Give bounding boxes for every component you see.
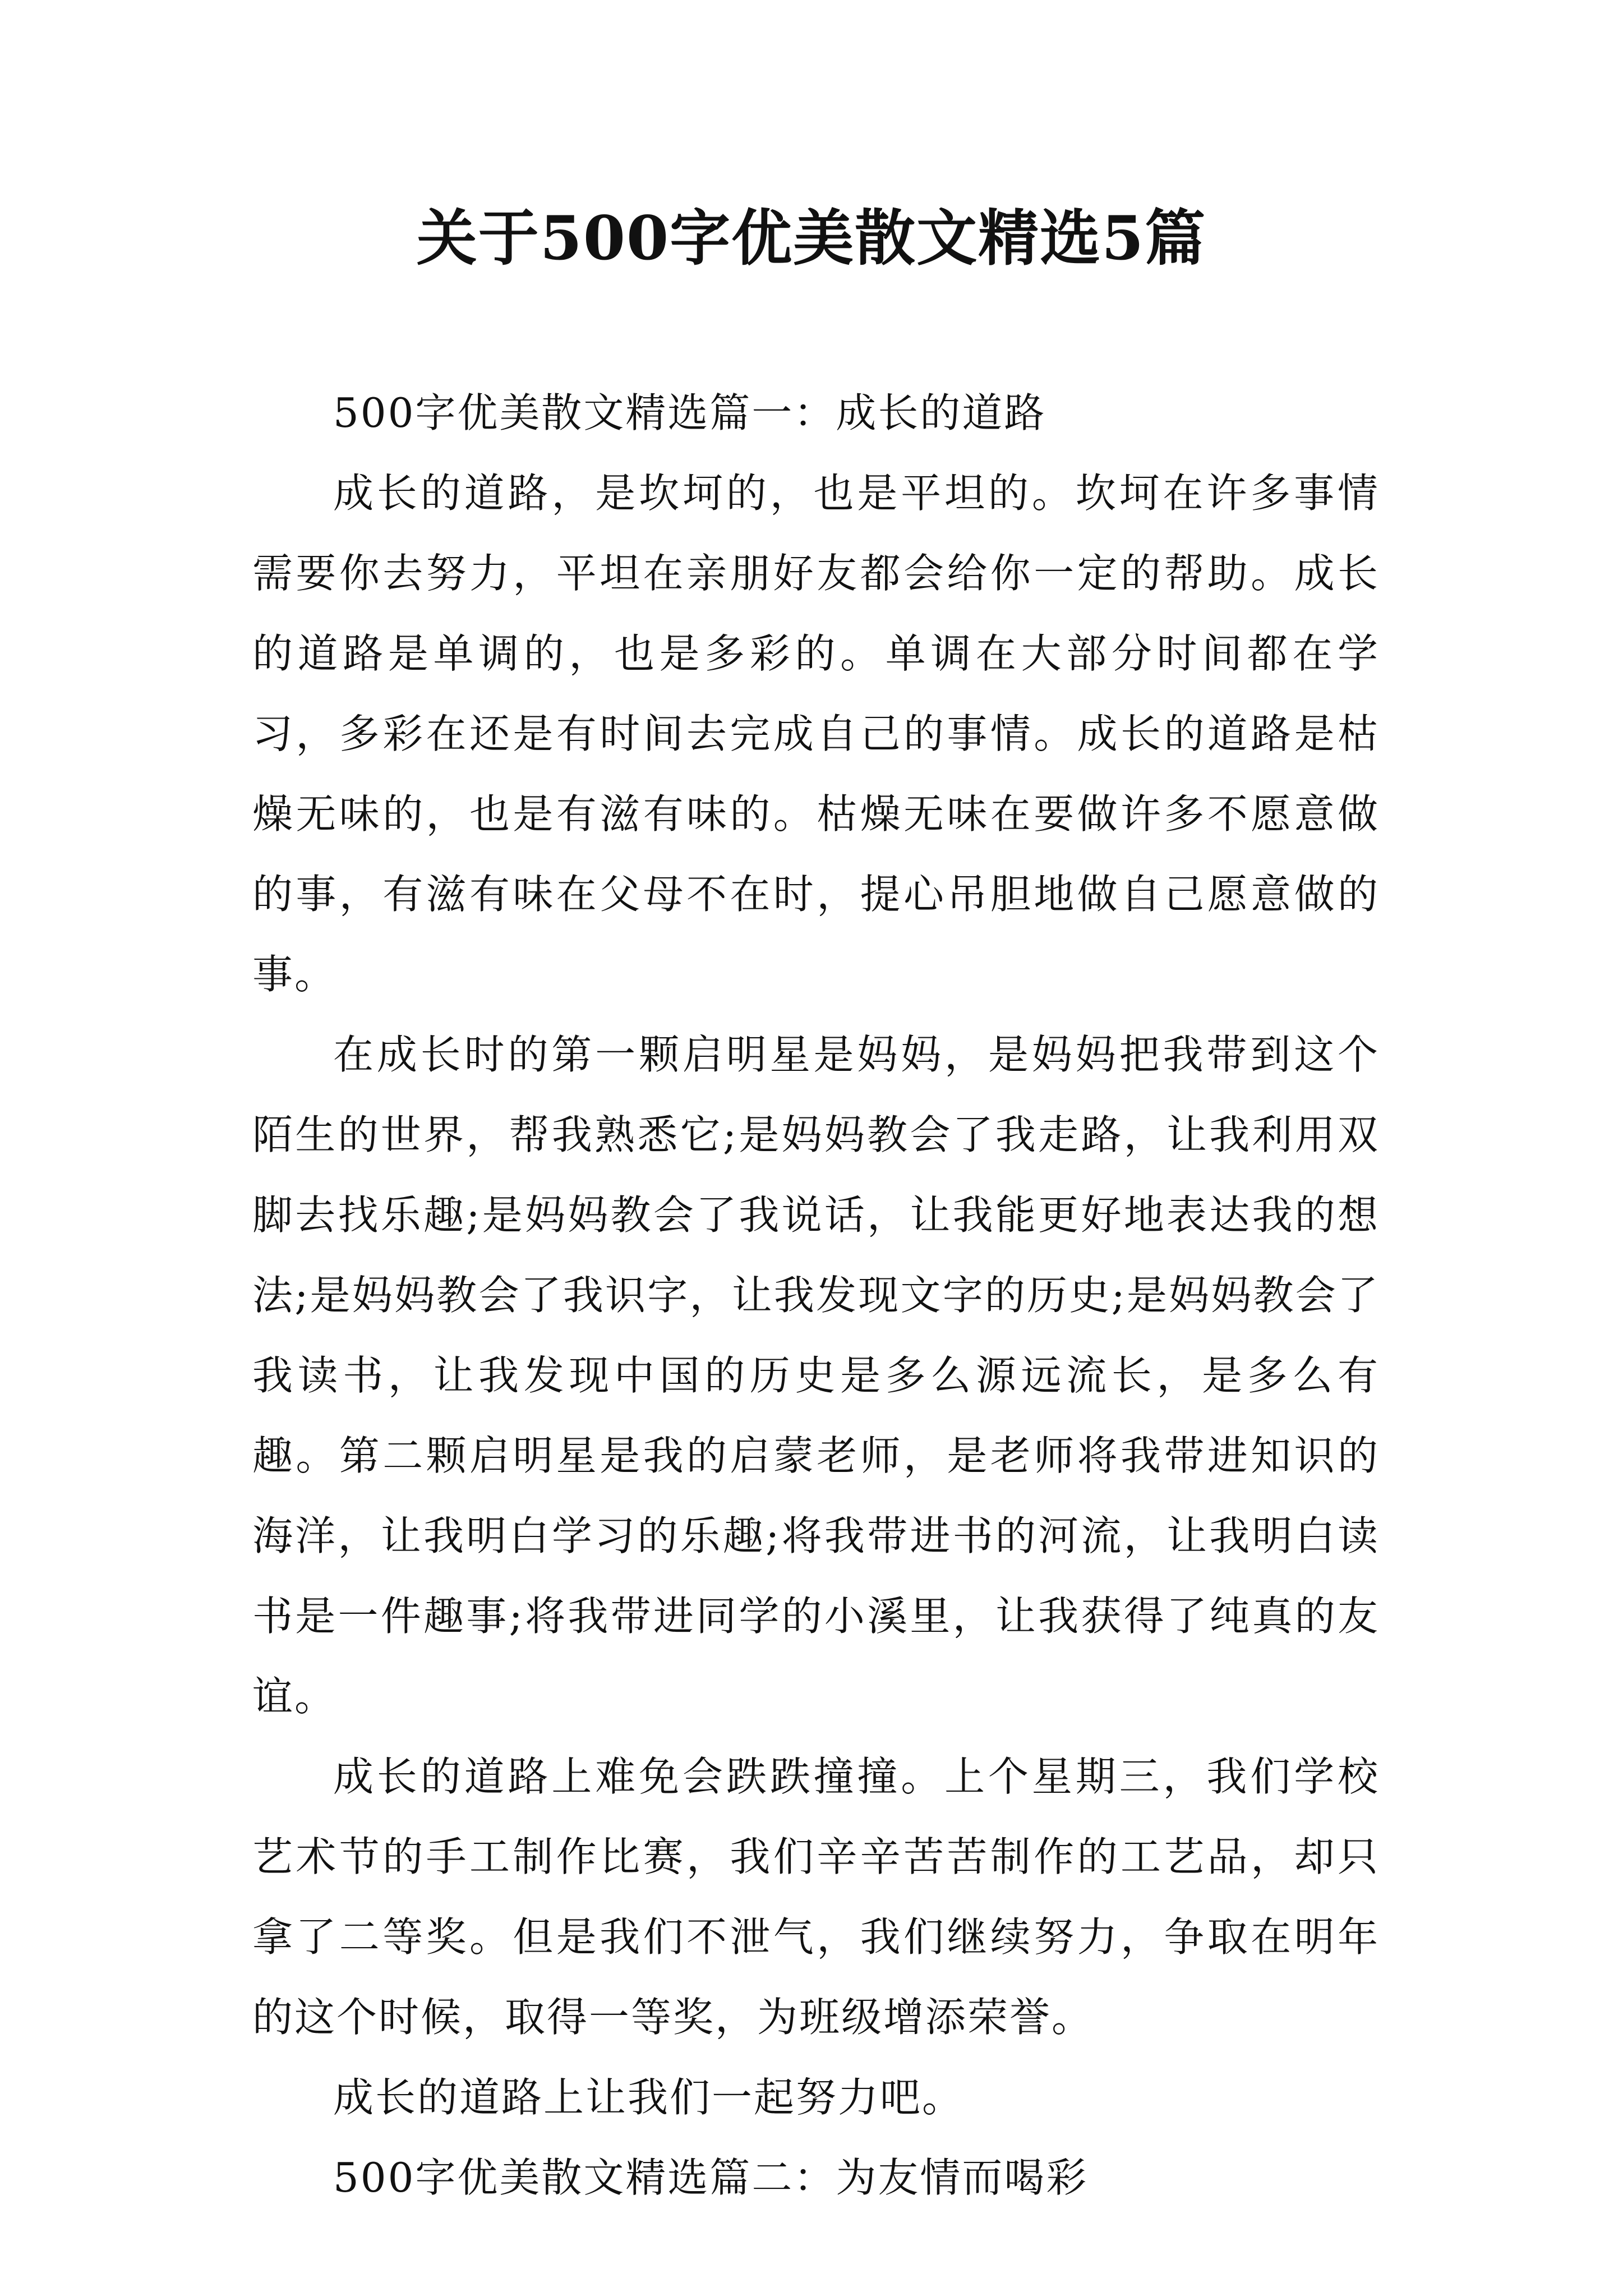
document-title: 关于500字优美散文精选5篇 [416,203,1207,274]
section-heading-2: 500字优美散文精选篇二：为友情而喝彩 [333,2154,1089,2201]
paragraph: 成长的道路上难免会跌跌撞撞。上个星期三，我们学校艺术节的手工制作比赛，我们辛辛苦苦制作的工艺品，却只拿了二等奖。但是我们不泄气，我们继续努力，争取在明年的这个时候，取得一等奖，为班级增添荣誉。 [252,1753,1380,2041]
document-body [252,373,1380,2218]
paragraph: 成长的道路上让我们一起努力吧。 [333,2074,965,2121]
paragraph: 在成长时的第一颗启明星是妈妈，是妈妈把我带到这个陌生的世界，帮我熟悉它;是妈妈教会了我走路，让我利用双脚去找乐趣;是妈妈教会了我说话，让我能更好地表达我的想法;是妈妈教会了我识字，让我发现文字的历史;是妈妈教会了我读书，让我发现中国的历史是多么源远流长，是多么有趣。第二颗启明星是我的启蒙老师，是老师将我带进知识的海洋，让我明白学习的乐趣;将我带进书的河流，让我明白读书是一件趣事;将我带进同学的小溪里，让我获得了纯真的友谊。 [252,1031,1380,1720]
paragraph: 成长的道路，是坎坷的，也是平坦的。坎坷在许多事情需要你去努力，平坦在亲朋好友都会给你一定的帮助。成长的道路是单调的，也是多彩的。单调在大部分时间都在学习，多彩在还是有时间去完成自己的事情。成长的道路是枯燥无味的，也是有滋有味的。枯燥无味在要做许多不愿意做的事，有滋有味在父母不在时，提心吊胆地做自己愿意做的事。 [252,470,1380,998]
section-heading-1: 500字优美散文精选篇一：成长的道路 [333,389,1046,436]
